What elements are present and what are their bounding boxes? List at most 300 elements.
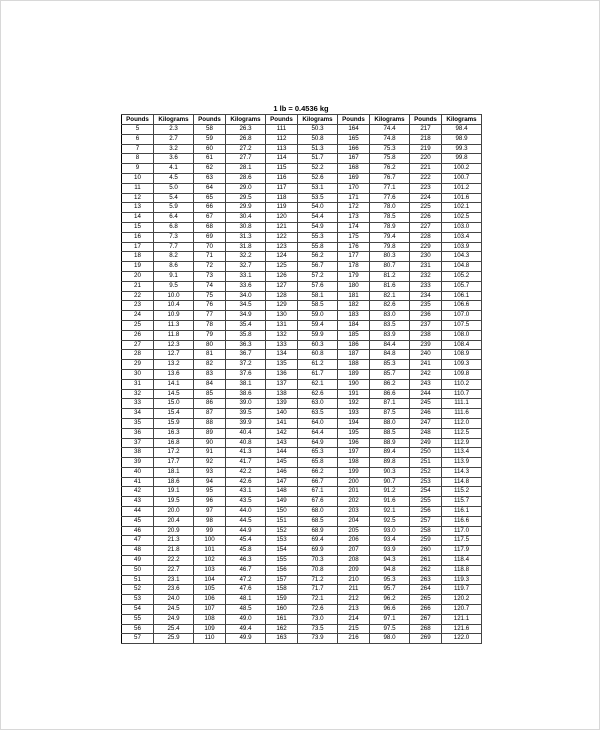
pounds-cell: 74 — [194, 281, 226, 291]
kilograms-cell: 16.3 — [154, 428, 194, 438]
kilograms-cell: 100.2 — [442, 164, 482, 174]
pounds-cell: 226 — [410, 213, 442, 223]
pounds-cell: 195 — [338, 428, 370, 438]
kilograms-cell: 46.7 — [226, 565, 266, 575]
pounds-cell: 262 — [410, 565, 442, 575]
kilograms-cell: 53.1 — [298, 183, 338, 193]
kilograms-cell: 96.2 — [370, 595, 410, 605]
table-row — [122, 556, 482, 566]
pounds-cell: 103 — [194, 565, 226, 575]
pounds-cell: 107 — [194, 605, 226, 615]
kilograms-cell: 16.8 — [154, 438, 194, 448]
pounds-cell: 249 — [410, 438, 442, 448]
kilograms-cell: 27.2 — [226, 144, 266, 154]
pounds-cell: 87 — [194, 409, 226, 419]
kilograms-cell: 20.9 — [154, 526, 194, 536]
kilograms-cell: 71.7 — [298, 585, 338, 595]
pounds-cell: 19 — [122, 262, 154, 272]
pounds-header: Pounds — [410, 115, 442, 125]
pounds-cell: 139 — [266, 399, 298, 409]
kilograms-cell: 87.5 — [370, 409, 410, 419]
kilograms-cell: 49.0 — [226, 614, 266, 624]
pounds-cell: 150 — [266, 507, 298, 517]
pounds-cell: 172 — [338, 203, 370, 213]
kilograms-cell: 79.8 — [370, 242, 410, 252]
pounds-cell: 205 — [338, 526, 370, 536]
pounds-cell: 73 — [194, 271, 226, 281]
kilograms-cell: 116.1 — [442, 507, 482, 517]
pounds-cell: 176 — [338, 242, 370, 252]
pounds-cell: 26 — [122, 330, 154, 340]
pounds-cell: 231 — [410, 262, 442, 272]
kilograms-cell: 68.0 — [298, 507, 338, 517]
kilograms-header: Kilograms — [442, 115, 482, 125]
kilograms-cell: 50.3 — [298, 125, 338, 135]
kilograms-header: Kilograms — [154, 115, 194, 125]
pounds-cell: 168 — [338, 164, 370, 174]
kilograms-cell: 81.2 — [370, 271, 410, 281]
pounds-cell: 13 — [122, 203, 154, 213]
pounds-cell: 101 — [194, 546, 226, 556]
kilograms-cell: 70.3 — [298, 556, 338, 566]
kilograms-cell: 12.7 — [154, 350, 194, 360]
kilograms-cell: 33.1 — [226, 271, 266, 281]
pounds-cell: 159 — [266, 595, 298, 605]
pounds-cell: 128 — [266, 291, 298, 301]
pounds-cell: 29 — [122, 360, 154, 370]
pounds-cell: 33 — [122, 399, 154, 409]
kilograms-cell: 29.9 — [226, 203, 266, 213]
pounds-cell: 243 — [410, 379, 442, 389]
kilograms-cell: 88.0 — [370, 418, 410, 428]
pounds-cell: 99 — [194, 526, 226, 536]
pounds-cell: 169 — [338, 173, 370, 183]
pounds-cell: 115 — [266, 164, 298, 174]
kilograms-cell: 115.2 — [442, 487, 482, 497]
kilograms-cell: 19.5 — [154, 497, 194, 507]
pounds-cell: 59 — [194, 134, 226, 144]
table-row — [122, 330, 482, 340]
kilograms-cell: 34.5 — [226, 301, 266, 311]
pounds-cell: 244 — [410, 389, 442, 399]
kilograms-cell: 88.5 — [370, 428, 410, 438]
kilograms-cell: 27.7 — [226, 154, 266, 164]
kilograms-cell: 22.7 — [154, 565, 194, 575]
kilograms-cell: 104.8 — [442, 262, 482, 272]
pounds-cell: 160 — [266, 605, 298, 615]
kilograms-cell: 19.1 — [154, 487, 194, 497]
kilograms-cell: 39.9 — [226, 418, 266, 428]
pounds-cell: 187 — [338, 350, 370, 360]
table-row — [122, 271, 482, 281]
table-row — [122, 565, 482, 575]
kilograms-cell: 64.4 — [298, 428, 338, 438]
pounds-cell: 27 — [122, 340, 154, 350]
pounds-cell: 110 — [194, 634, 226, 644]
kilograms-cell: 60.8 — [298, 350, 338, 360]
kilograms-cell: 64.9 — [298, 438, 338, 448]
pounds-cell: 75 — [194, 291, 226, 301]
pounds-cell: 259 — [410, 536, 442, 546]
kilograms-cell: 103.4 — [442, 232, 482, 242]
table-row — [122, 526, 482, 536]
kilograms-cell: 112.0 — [442, 418, 482, 428]
pounds-cell: 203 — [338, 507, 370, 517]
kilograms-cell: 91.6 — [370, 497, 410, 507]
pounds-cell: 108 — [194, 614, 226, 624]
pounds-cell: 28 — [122, 350, 154, 360]
kilograms-cell: 92.1 — [370, 507, 410, 517]
table-row — [122, 585, 482, 595]
kilograms-cell: 98.4 — [442, 125, 482, 135]
kilograms-cell: 56.7 — [298, 262, 338, 272]
kilograms-cell: 104.3 — [442, 252, 482, 262]
pounds-cell: 45 — [122, 516, 154, 526]
kilograms-cell: 107.0 — [442, 311, 482, 321]
kilograms-cell: 75.8 — [370, 154, 410, 164]
pounds-cell: 129 — [266, 301, 298, 311]
kilograms-cell: 102.5 — [442, 213, 482, 223]
table-row — [122, 595, 482, 605]
pounds-cell: 109 — [194, 624, 226, 634]
kilograms-cell: 17.2 — [154, 448, 194, 458]
pounds-cell: 161 — [266, 614, 298, 624]
pounds-cell: 43 — [122, 497, 154, 507]
pounds-cell: 121 — [266, 222, 298, 232]
kilograms-cell: 96.6 — [370, 605, 410, 615]
pounds-cell: 155 — [266, 556, 298, 566]
pounds-cell: 237 — [410, 320, 442, 330]
conversion-caption: 1 lb = 0.4536 kg — [273, 104, 329, 113]
kilograms-cell: 30.8 — [226, 222, 266, 232]
kilograms-cell: 57.2 — [298, 271, 338, 281]
pounds-cell: 154 — [266, 546, 298, 556]
pounds-cell: 38 — [122, 448, 154, 458]
kilograms-cell: 92.5 — [370, 516, 410, 526]
pounds-cell: 212 — [338, 595, 370, 605]
table-row — [122, 458, 482, 468]
table-row — [122, 634, 482, 644]
pounds-cell: 123 — [266, 242, 298, 252]
pounds-cell: 132 — [266, 330, 298, 340]
kilograms-cell: 33.6 — [226, 281, 266, 291]
pounds-cell: 91 — [194, 448, 226, 458]
kilograms-cell: 64.0 — [298, 418, 338, 428]
kilograms-cell: 75.3 — [370, 144, 410, 154]
kilograms-cell: 13.2 — [154, 360, 194, 370]
pounds-cell: 54 — [122, 605, 154, 615]
pounds-cell: 258 — [410, 526, 442, 536]
kilograms-cell: 80.7 — [370, 262, 410, 272]
pounds-cell: 219 — [410, 144, 442, 154]
pounds-cell: 186 — [338, 340, 370, 350]
pounds-cell: 265 — [410, 595, 442, 605]
kilograms-cell: 26.8 — [226, 134, 266, 144]
kilograms-cell: 65.8 — [298, 458, 338, 468]
kilograms-cell: 35.4 — [226, 320, 266, 330]
pounds-cell: 117 — [266, 183, 298, 193]
pounds-header: Pounds — [338, 115, 370, 125]
pounds-cell: 60 — [194, 144, 226, 154]
table-row — [122, 448, 482, 458]
pounds-cell: 233 — [410, 281, 442, 291]
kilograms-cell: 72.6 — [298, 605, 338, 615]
kilograms-cell: 89.4 — [370, 448, 410, 458]
kilograms-cell: 22.2 — [154, 556, 194, 566]
kilograms-cell: 76.7 — [370, 173, 410, 183]
kilograms-cell: 11.8 — [154, 330, 194, 340]
pounds-cell: 147 — [266, 477, 298, 487]
kilograms-cell: 78.5 — [370, 213, 410, 223]
kilograms-cell: 84.4 — [370, 340, 410, 350]
pounds-cell: 47 — [122, 536, 154, 546]
kilograms-cell: 77.1 — [370, 183, 410, 193]
kilograms-cell: 110.2 — [442, 379, 482, 389]
pounds-cell: 72 — [194, 262, 226, 272]
kilograms-cell: 83.5 — [370, 320, 410, 330]
pounds-cell: 217 — [410, 125, 442, 135]
pounds-cell: 40 — [122, 467, 154, 477]
pounds-cell: 6 — [122, 134, 154, 144]
pounds-cell: 79 — [194, 330, 226, 340]
pounds-cell: 49 — [122, 556, 154, 566]
pounds-cell: 53 — [122, 595, 154, 605]
pounds-cell: 78 — [194, 320, 226, 330]
pounds-cell: 50 — [122, 565, 154, 575]
kilograms-cell: 14.1 — [154, 379, 194, 389]
kilograms-cell: 116.6 — [442, 516, 482, 526]
pounds-cell: 170 — [338, 183, 370, 193]
table-row — [122, 536, 482, 546]
kilograms-cell: 44.5 — [226, 516, 266, 526]
pounds-cell: 20 — [122, 271, 154, 281]
kilograms-cell: 23.6 — [154, 585, 194, 595]
kilograms-cell: 120.7 — [442, 605, 482, 615]
table-header-row — [122, 115, 482, 125]
table-row — [122, 399, 482, 409]
kilograms-cell: 38.1 — [226, 379, 266, 389]
pounds-cell: 24 — [122, 311, 154, 321]
pounds-cell: 173 — [338, 213, 370, 223]
kilograms-cell: 78.9 — [370, 222, 410, 232]
pounds-cell: 136 — [266, 369, 298, 379]
pounds-cell: 92 — [194, 458, 226, 468]
kilograms-cell: 87.1 — [370, 399, 410, 409]
kilograms-cell: 28.6 — [226, 173, 266, 183]
kilograms-cell: 117.9 — [442, 546, 482, 556]
kilograms-cell: 15.0 — [154, 399, 194, 409]
pounds-cell: 67 — [194, 213, 226, 223]
kilograms-cell: 111.6 — [442, 409, 482, 419]
pounds-cell: 232 — [410, 271, 442, 281]
kilograms-cell: 70.8 — [298, 565, 338, 575]
kilograms-cell: 40.8 — [226, 438, 266, 448]
kilograms-cell: 72.1 — [298, 595, 338, 605]
pounds-cell: 15 — [122, 222, 154, 232]
pounds-cell: 141 — [266, 418, 298, 428]
table-row — [122, 144, 482, 154]
kilograms-cell: 9.5 — [154, 281, 194, 291]
kilograms-cell: 99.3 — [442, 144, 482, 154]
pounds-cell: 263 — [410, 575, 442, 585]
pounds-header: Pounds — [266, 115, 298, 125]
pounds-cell: 126 — [266, 271, 298, 281]
pounds-cell: 152 — [266, 526, 298, 536]
table-row — [122, 614, 482, 624]
kilograms-cell: 82.1 — [370, 291, 410, 301]
pounds-cell: 268 — [410, 624, 442, 634]
kilograms-cell: 108.9 — [442, 350, 482, 360]
pounds-cell: 5 — [122, 125, 154, 135]
pounds-cell: 157 — [266, 575, 298, 585]
table-row — [122, 507, 482, 517]
kilograms-cell: 24.0 — [154, 595, 194, 605]
pounds-cell: 209 — [338, 565, 370, 575]
pounds-cell: 142 — [266, 428, 298, 438]
kilograms-cell: 83.0 — [370, 311, 410, 321]
pounds-cell: 66 — [194, 203, 226, 213]
pounds-cell: 55 — [122, 614, 154, 624]
pounds-cell: 248 — [410, 428, 442, 438]
kilograms-cell: 76.2 — [370, 164, 410, 174]
pounds-cell: 70 — [194, 242, 226, 252]
table-row — [122, 350, 482, 360]
pounds-cell: 177 — [338, 252, 370, 262]
pounds-cell: 8 — [122, 154, 154, 164]
pounds-cell: 104 — [194, 575, 226, 585]
kilograms-cell: 106.6 — [442, 301, 482, 311]
kilograms-cell: 32.2 — [226, 252, 266, 262]
kilograms-cell: 74.4 — [370, 125, 410, 135]
pounds-cell: 85 — [194, 389, 226, 399]
table-row — [122, 418, 482, 428]
kilograms-cell: 18.6 — [154, 477, 194, 487]
pounds-header: Pounds — [194, 115, 226, 125]
pounds-cell: 9 — [122, 164, 154, 174]
table-row — [122, 497, 482, 507]
kilograms-cell: 118.8 — [442, 565, 482, 575]
kilograms-cell: 67.6 — [298, 497, 338, 507]
pounds-cell: 146 — [266, 467, 298, 477]
kilograms-cell: 103.0 — [442, 222, 482, 232]
pounds-cell: 218 — [410, 134, 442, 144]
pounds-cell: 11 — [122, 183, 154, 193]
kilograms-cell: 14.5 — [154, 389, 194, 399]
pounds-cell: 252 — [410, 467, 442, 477]
kilograms-cell: 107.5 — [442, 320, 482, 330]
table-row — [122, 360, 482, 370]
table-row — [122, 369, 482, 379]
kilograms-cell: 111.1 — [442, 399, 482, 409]
pounds-cell: 114 — [266, 154, 298, 164]
pounds-cell: 193 — [338, 409, 370, 419]
pounds-cell: 151 — [266, 516, 298, 526]
kilograms-cell: 62.1 — [298, 379, 338, 389]
pounds-cell: 102 — [194, 556, 226, 566]
pounds-cell: 7 — [122, 144, 154, 154]
pounds-cell: 95 — [194, 487, 226, 497]
kilograms-cell: 73.5 — [298, 624, 338, 634]
kilograms-cell: 59.0 — [298, 311, 338, 321]
kilograms-cell: 113.9 — [442, 458, 482, 468]
kilograms-cell: 15.4 — [154, 409, 194, 419]
kilograms-cell: 38.6 — [226, 389, 266, 399]
pounds-cell: 158 — [266, 585, 298, 595]
pounds-cell: 183 — [338, 311, 370, 321]
pounds-cell: 257 — [410, 516, 442, 526]
kilograms-cell: 4.5 — [154, 173, 194, 183]
kilograms-cell: 36.7 — [226, 350, 266, 360]
pounds-cell: 213 — [338, 605, 370, 615]
kilograms-cell: 86.6 — [370, 389, 410, 399]
pounds-cell: 31 — [122, 379, 154, 389]
pounds-cell: 148 — [266, 487, 298, 497]
kilograms-cell: 20.0 — [154, 507, 194, 517]
kilograms-cell: 52.6 — [298, 173, 338, 183]
kilograms-cell: 91.2 — [370, 487, 410, 497]
kilograms-cell: 97.5 — [370, 624, 410, 634]
kilograms-cell: 93.0 — [370, 526, 410, 536]
kilograms-cell: 85.7 — [370, 369, 410, 379]
kilograms-cell: 93.4 — [370, 536, 410, 546]
pounds-cell: 184 — [338, 320, 370, 330]
pounds-cell: 57 — [122, 634, 154, 644]
pounds-cell: 210 — [338, 575, 370, 585]
table-row — [122, 428, 482, 438]
kilograms-cell: 119.3 — [442, 575, 482, 585]
pounds-cell: 58 — [194, 125, 226, 135]
kilograms-cell: 71.2 — [298, 575, 338, 585]
pounds-cell: 42 — [122, 487, 154, 497]
pounds-cell: 179 — [338, 271, 370, 281]
table-row — [122, 624, 482, 634]
pounds-cell: 113 — [266, 144, 298, 154]
table-row — [122, 438, 482, 448]
pounds-cell: 56 — [122, 624, 154, 634]
kilograms-cell: 51.7 — [298, 154, 338, 164]
kilograms-cell: 29.0 — [226, 183, 266, 193]
kilograms-cell: 35.8 — [226, 330, 266, 340]
kilograms-cell: 102.1 — [442, 203, 482, 213]
kilograms-cell: 26.3 — [226, 125, 266, 135]
kilograms-cell: 85.3 — [370, 360, 410, 370]
kilograms-cell: 122.0 — [442, 634, 482, 644]
pounds-cell: 191 — [338, 389, 370, 399]
kilograms-cell: 61.7 — [298, 369, 338, 379]
pounds-cell: 175 — [338, 232, 370, 242]
pounds-cell: 254 — [410, 487, 442, 497]
kilograms-cell: 37.2 — [226, 360, 266, 370]
pounds-cell: 52 — [122, 585, 154, 595]
pounds-cell: 208 — [338, 556, 370, 566]
pounds-cell: 145 — [266, 458, 298, 468]
kilograms-cell: 28.1 — [226, 164, 266, 174]
kilograms-cell: 77.6 — [370, 193, 410, 203]
kilograms-cell: 58.1 — [298, 291, 338, 301]
kilograms-cell: 41.3 — [226, 448, 266, 458]
kilograms-cell: 25.9 — [154, 634, 194, 644]
pounds-cell: 215 — [338, 624, 370, 634]
kilograms-cell: 45.8 — [226, 546, 266, 556]
pounds-cell: 238 — [410, 330, 442, 340]
table-row — [122, 252, 482, 262]
pounds-cell: 269 — [410, 634, 442, 644]
table-row — [122, 262, 482, 272]
kilograms-cell: 110.7 — [442, 389, 482, 399]
kilograms-cell: 52.2 — [298, 164, 338, 174]
pounds-cell: 264 — [410, 585, 442, 595]
pounds-cell: 221 — [410, 164, 442, 174]
